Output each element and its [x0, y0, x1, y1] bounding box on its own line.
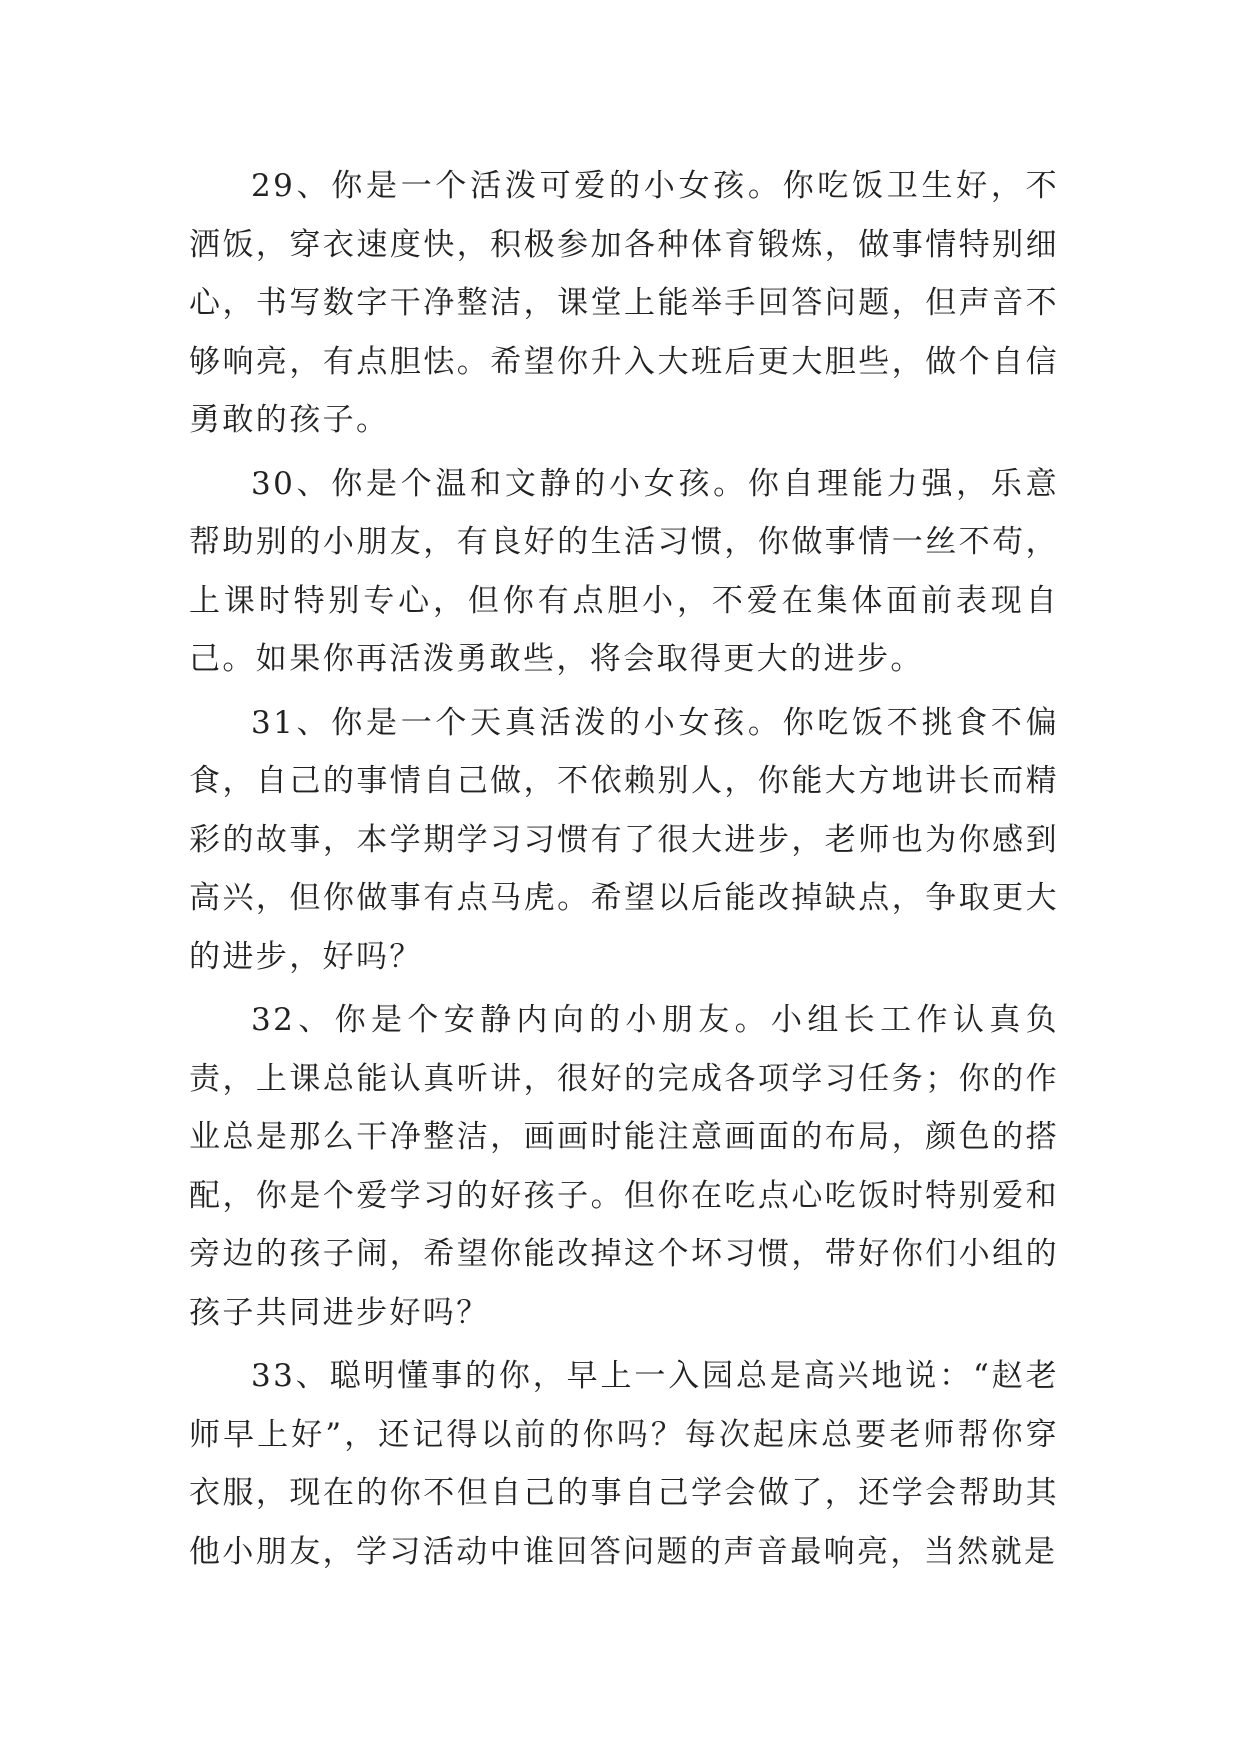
paragraph-33: 33、聪明懂事的你，早上一入园总是高兴地说：“赵老师早上好”，还记得以前的你吗？每次起床总要老师帮你穿衣服，现在的你不但自己的事自己学会做了，还学会帮助其他小朋友，学习活动中谁回答问题的声音最响亮，当然就是	[189, 1358, 1059, 1570]
paragraph-30: 30、你是个温和文静的小女孩。你自理能力强，乐意帮助别的小朋友，有良好的生活习惯，你做事情一丝不苟，上课时特别专心，但你有点胆小，不爱在集体面前表现自己。如果你再活泼勇敢些，将会取得更大的进步。	[189, 465, 1059, 677]
paragraph-32: 32、你是个安静内向的小朋友。小组长工作认真负责，上课总能认真听讲，很好的完成各项学习任务；你的作业总是那么干净整洁，画画时能注意画面的布局，颜色的搭配，你是个爱学习的好孩子。但你在吃点心吃饭时特别爱和旁边的孩子闹，希望你能改掉这个坏习惯，带好你们小组的孩子共同进步好吗？	[189, 1002, 1059, 1331]
document-body	[189, 157, 1059, 1586]
paragraph-31: 31、你是一个天真活泼的小女孩。你吃饭不挑食不偏食，自己的事情自己做，不依赖别人，你能大方地讲长而精彩的故事，本学期学习习惯有了很大进步，老师也为你感到高兴，但你做事有点马虎。希望以后能改掉缺点，争取更大的进步，好吗？	[189, 704, 1059, 975]
paragraph-29: 29、你是一个活泼可爱的小女孩。你吃饭卫生好，不洒饭，穿衣速度快，积极参加各种体育锻炼，做事情特别细心，书写数字干净整洁，课堂上能举手回答问题，但声音不够响亮，有点胆怯。希望你升入大班后更大胆些，做个自信勇敢的孩子。	[189, 168, 1059, 438]
